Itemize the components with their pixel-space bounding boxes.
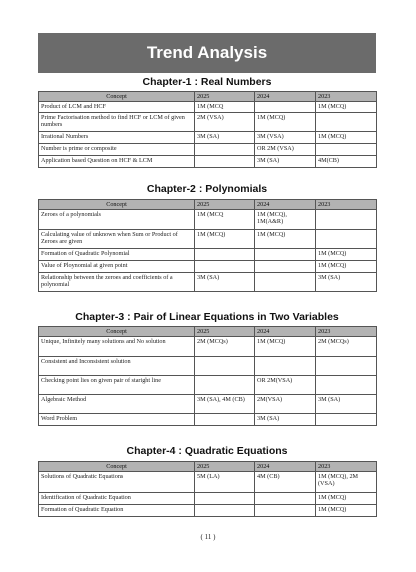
- column-header: 2024: [255, 327, 316, 337]
- marks-cell: 5M (LA): [195, 472, 255, 493]
- marks-cell: [195, 505, 255, 517]
- column-header: 2023: [316, 92, 377, 102]
- marks-cell: 1M (MCQ: [195, 210, 255, 230]
- chapter-3-heading: Chapter-3 : Pair of Linear Equations in Two Variables: [75, 311, 339, 323]
- marks-cell: 3M (SA): [316, 273, 377, 292]
- chapter-2-heading: Chapter-2 : Polynomials: [146, 183, 268, 195]
- table-row: [39, 249, 377, 261]
- marks-cell: 1M (MCQ): [195, 230, 255, 249]
- marks-cell: [255, 261, 316, 273]
- column-header: Concept: [39, 92, 195, 102]
- marks-cell: [316, 113, 377, 132]
- marks-cell: 2M (MCQs): [195, 337, 255, 357]
- marks-cell: [195, 493, 255, 505]
- table-row: [39, 472, 377, 493]
- concept-cell: Calculating value of unknown when Sum or Product of Zeroes are given: [39, 230, 195, 249]
- marks-cell: 1M (MCQ): [316, 132, 377, 144]
- marks-cell: [316, 230, 377, 249]
- marks-cell: 1M (MCQ): [316, 249, 377, 261]
- table-row: [39, 132, 377, 144]
- marks-cell: [316, 210, 377, 230]
- marks-cell: 1M (MCQ): [255, 113, 316, 132]
- marks-cell: 3M (SA): [255, 414, 316, 426]
- marks-cell: 3M (SA): [255, 156, 316, 168]
- chapter-1-table: [38, 91, 377, 168]
- concept-cell: Identification of Quadratic Equation: [39, 493, 195, 505]
- concept-cell: Prime Factorisation method to find HCF or LCM of given numbers: [39, 113, 195, 132]
- column-header: 2025: [195, 200, 255, 210]
- concept-cell: Value of Ploynomial at given point: [39, 261, 195, 273]
- marks-cell: [195, 144, 255, 156]
- marks-cell: 3M (SA): [195, 273, 255, 292]
- marks-cell: [255, 249, 316, 261]
- marks-cell: OR 2M (VSA): [255, 144, 316, 156]
- column-header: Concept: [39, 200, 195, 210]
- concept-cell: Application based Question on HCF & LCM: [39, 156, 195, 168]
- concept-cell: Algebraic Method: [39, 395, 195, 414]
- concept-cell: Zeroes of a polynomials: [39, 210, 195, 230]
- marks-cell: 3M (VSA): [255, 132, 316, 144]
- column-header: 2024: [255, 462, 316, 472]
- table-row: [39, 414, 377, 426]
- column-header: 2025: [195, 92, 255, 102]
- marks-cell: [316, 376, 377, 395]
- marks-cell: [195, 156, 255, 168]
- chapter-3-table: [38, 326, 377, 426]
- column-header: Concept: [39, 327, 195, 337]
- table-row: [39, 102, 377, 113]
- concept-cell: Number is prime or composite: [39, 144, 195, 156]
- table-header-row: [39, 200, 377, 210]
- page-number: ( 11 ): [200, 533, 216, 541]
- concept-cell: Relationship between the zeroes and coefficients of a polynomial: [39, 273, 195, 292]
- table-row: [39, 493, 377, 505]
- table-row: [39, 261, 377, 273]
- marks-cell: 1M (MCQ): [255, 230, 316, 249]
- table-header-row: [39, 92, 377, 102]
- chapter-4-table: [38, 461, 377, 517]
- marks-cell: [195, 357, 255, 376]
- concept-cell: Unique, Infinitely many solutions and No solution: [39, 337, 195, 357]
- table-row: [39, 357, 377, 376]
- table-row: [39, 144, 377, 156]
- marks-cell: 1M (MCQ): [316, 102, 377, 113]
- concept-cell: Product of LCM and HCF: [39, 102, 195, 113]
- marks-cell: 1M (MCQ): [316, 261, 377, 273]
- column-header: 2023: [316, 462, 377, 472]
- table-header-row: [39, 462, 377, 472]
- marks-cell: [195, 414, 255, 426]
- marks-cell: 1M (MCQ: [195, 102, 255, 113]
- marks-cell: 4M(CB): [316, 156, 377, 168]
- page-title: Trend Analysis: [146, 43, 268, 62]
- marks-cell: 1M (MCQ), 2M (VSA): [316, 472, 377, 493]
- table-row: [39, 113, 377, 132]
- column-header: Concept: [39, 462, 195, 472]
- chapter-2-table: [38, 199, 377, 292]
- marks-cell: 4M (CB): [255, 472, 316, 493]
- table-row: [39, 273, 377, 292]
- marks-cell: 2M (MCQs): [316, 337, 377, 357]
- marks-cell: [255, 493, 316, 505]
- marks-cell: 1M (MCQ): [316, 505, 377, 517]
- marks-cell: [316, 144, 377, 156]
- marks-cell: 1M (MCQ): [255, 337, 316, 357]
- concept-cell: Checking point lies on given pair of staright line: [39, 376, 195, 395]
- marks-cell: 3M (SA): [195, 132, 255, 144]
- marks-cell: [255, 102, 316, 113]
- marks-cell: [255, 357, 316, 376]
- marks-cell: [195, 249, 255, 261]
- marks-cell: 1M (MCQ), 1M(A&R): [255, 210, 316, 230]
- table-row: [39, 376, 377, 395]
- chapter-1-heading: Chapter-1 : Real Numbers: [142, 76, 272, 88]
- column-header: 2025: [195, 462, 255, 472]
- concept-cell: Word Problem: [39, 414, 195, 426]
- marks-cell: 1M (MCQ): [316, 493, 377, 505]
- marks-cell: [255, 273, 316, 292]
- marks-cell: OR 2M(VSA): [255, 376, 316, 395]
- table-row: [39, 230, 377, 249]
- page-title-banner: [38, 33, 376, 73]
- table-row: [39, 505, 377, 517]
- concept-cell: Formation of Quadratic Equation: [39, 505, 195, 517]
- marks-cell: 3M (SA): [316, 395, 377, 414]
- table-row: [39, 337, 377, 357]
- marks-cell: [255, 505, 316, 517]
- marks-cell: [316, 357, 377, 376]
- marks-cell: 2M (VSA): [195, 113, 255, 132]
- concept-cell: Irrational Numbers: [39, 132, 195, 144]
- marks-cell: [316, 414, 377, 426]
- table-row: [39, 395, 377, 414]
- column-header: 2023: [316, 327, 377, 337]
- table-header-row: [39, 327, 377, 337]
- column-header: 2024: [255, 200, 316, 210]
- table-row: [39, 210, 377, 230]
- concept-cell: Formation of Quadratic Polynomial: [39, 249, 195, 261]
- marks-cell: 2M(VSA): [255, 395, 316, 414]
- column-header: 2024: [255, 92, 316, 102]
- table-row: [39, 156, 377, 168]
- marks-cell: [195, 261, 255, 273]
- column-header: 2025: [195, 327, 255, 337]
- column-header: 2023: [316, 200, 377, 210]
- concept-cell: Consistent and Inconsistent solution: [39, 357, 195, 376]
- marks-cell: 3M (SA), 4M (CB): [195, 395, 255, 414]
- concept-cell: Solutions of Quadratic Equations: [39, 472, 195, 493]
- marks-cell: [195, 376, 255, 395]
- chapter-4-heading: Chapter-4 : Quadratic Equations: [126, 445, 288, 457]
